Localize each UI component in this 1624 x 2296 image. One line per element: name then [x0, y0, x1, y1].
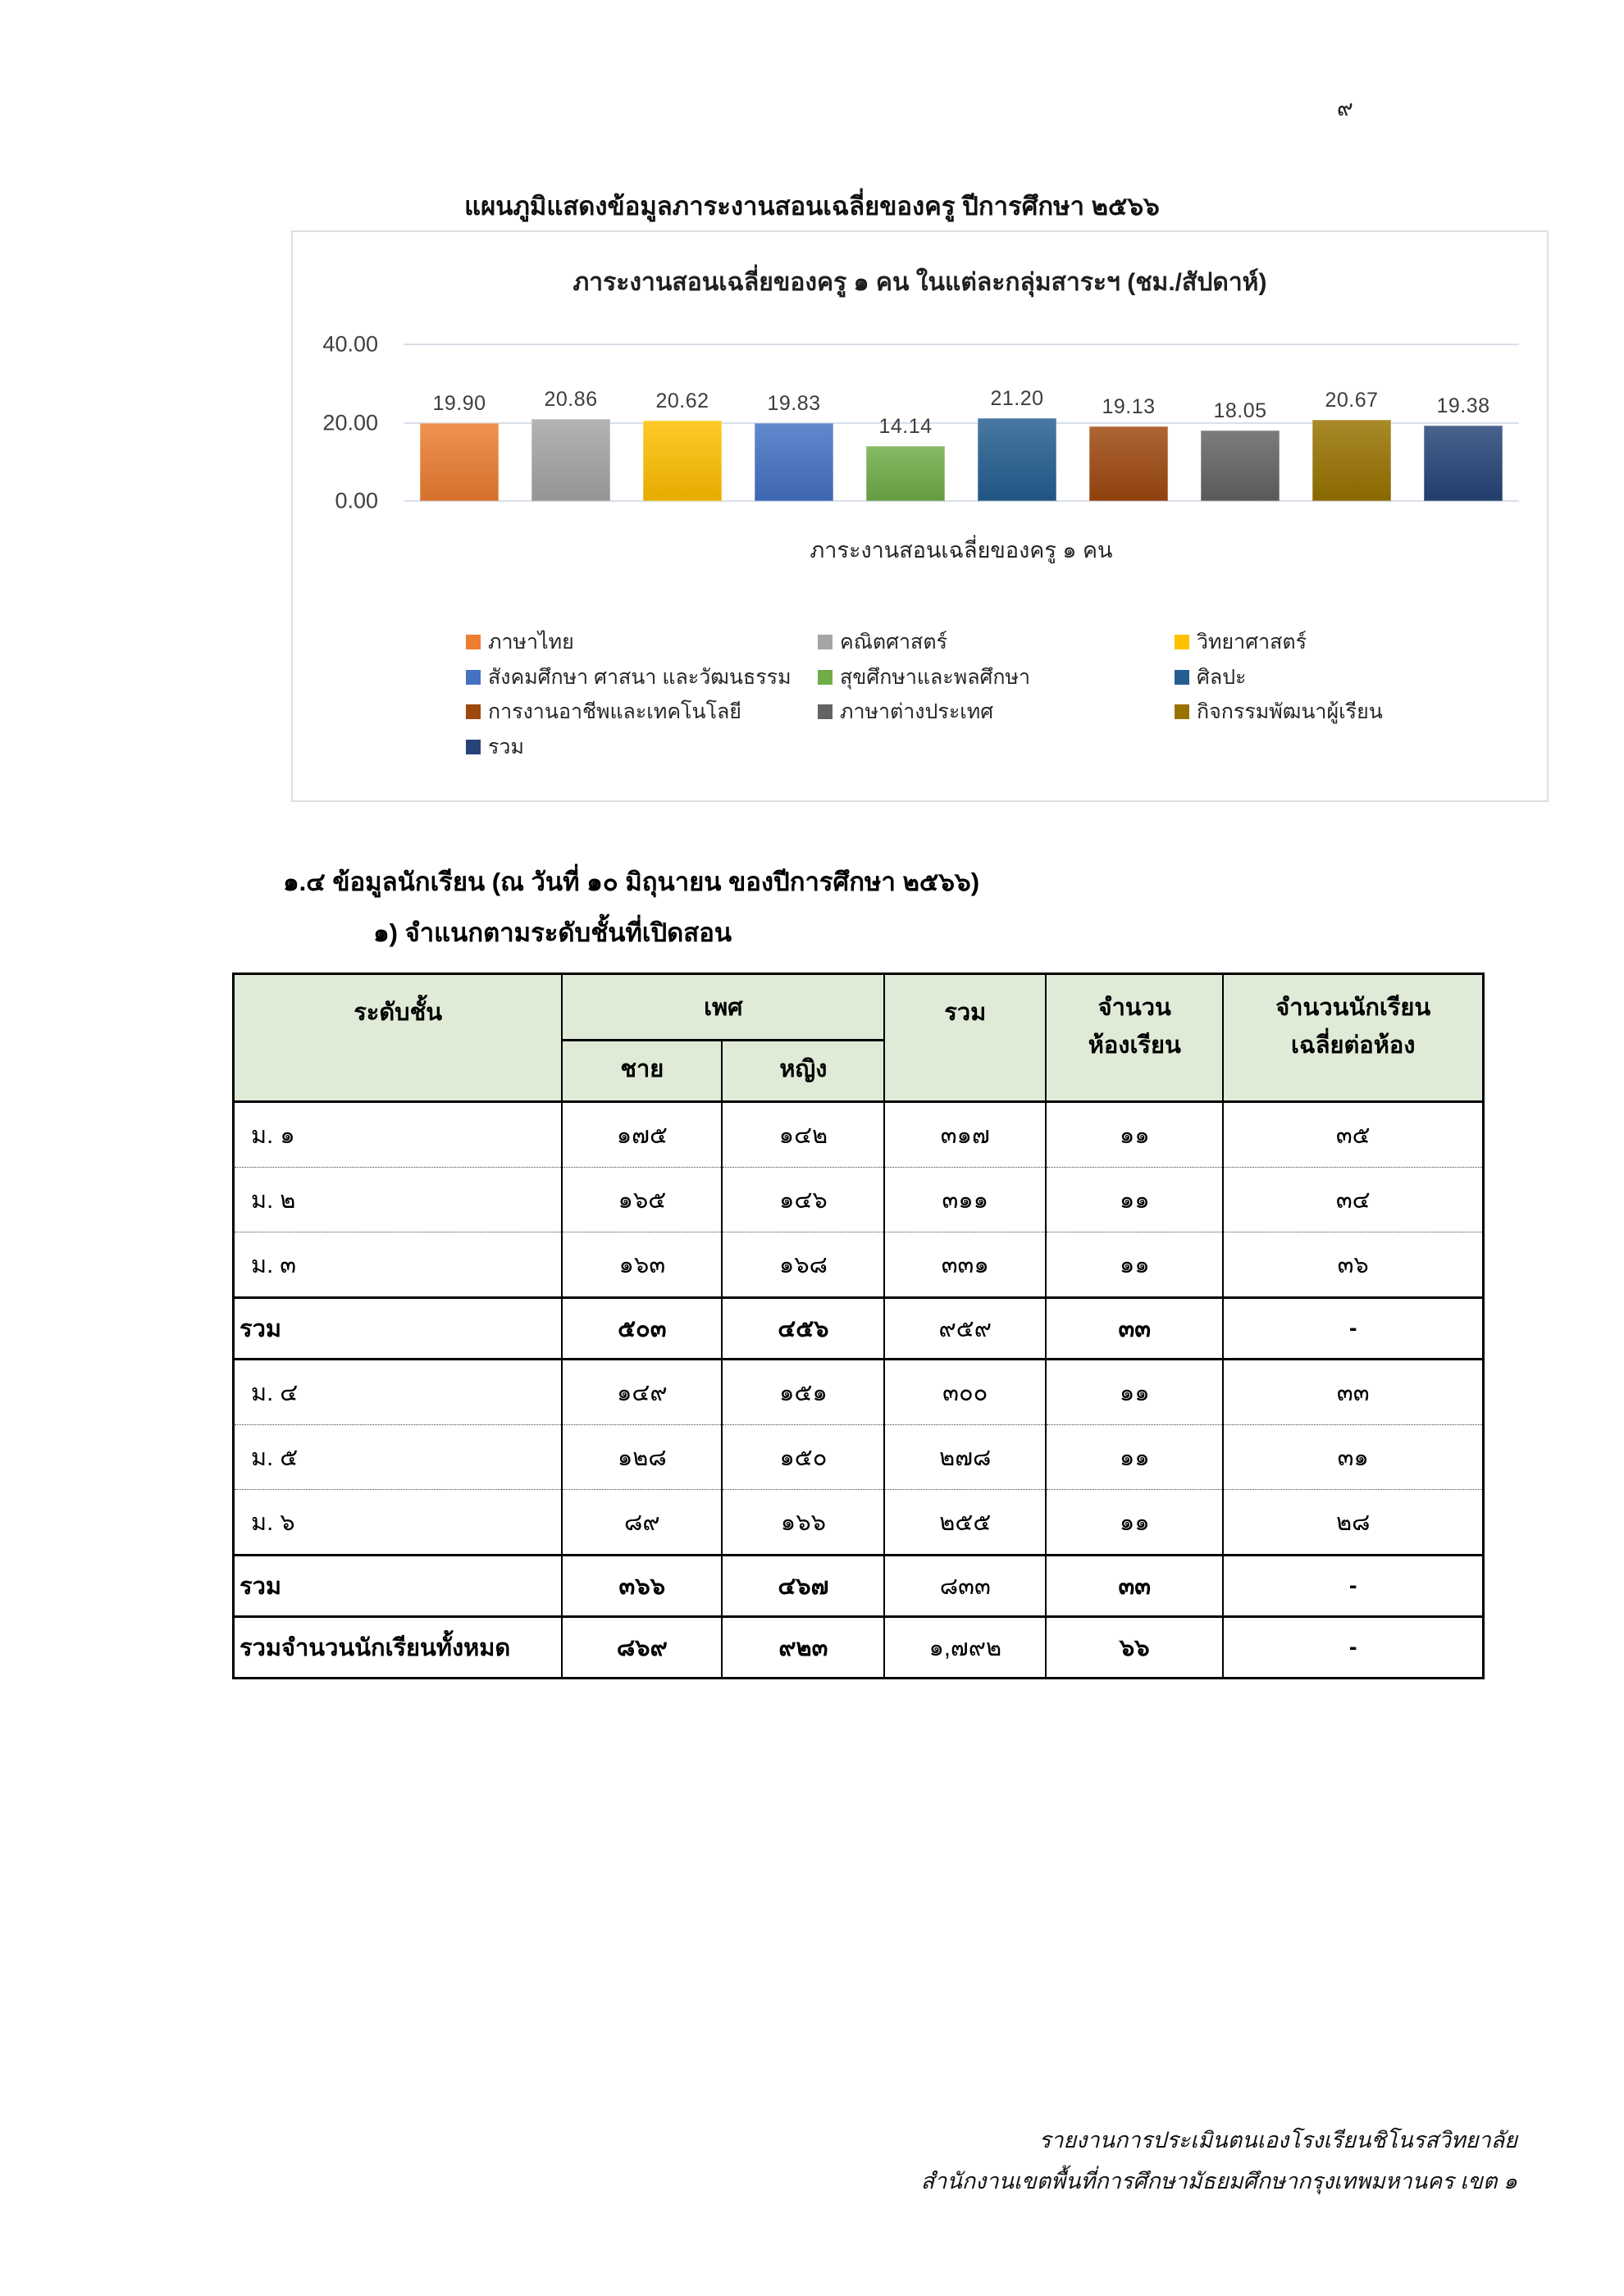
- table-cell: ๑๔๙: [562, 1360, 722, 1425]
- table-cell: ๓๑๗: [884, 1102, 1046, 1168]
- chart-bar-7: [1201, 430, 1280, 501]
- legend-item-9: [466, 736, 818, 760]
- header-gender: เพศ: [562, 974, 884, 1041]
- table-cell: ๒๕๕: [884, 1490, 1046, 1556]
- chart-bar-slot: [1296, 222, 1407, 501]
- chart-bar-4: [866, 446, 945, 502]
- table-cell: ๓๑: [1223, 1425, 1483, 1490]
- chart-bar-slot: [1184, 222, 1296, 501]
- chart-bars: [404, 344, 1519, 501]
- legend-label: สังคมศึกษา ศาสนา และวัฒนธรรม: [488, 665, 791, 689]
- table-cell: ๒๘: [1223, 1490, 1483, 1556]
- legend-item-1: [818, 631, 1175, 655]
- chart-plot-area: [404, 344, 1519, 501]
- table-cell: ๑๕๐: [722, 1425, 884, 1490]
- header-male: ชาย: [562, 1041, 722, 1102]
- legend-swatch-icon: [818, 635, 833, 649]
- table-cell: ๙๕๙: [884, 1298, 1046, 1360]
- table-cell: ๔๕๖: [722, 1298, 884, 1360]
- chart-title: ภาระงานสอนเฉลี่ยของครู ๑ คน ในแต่ละกลุ่มสาระฯ (ชม./สัปดาห์): [573, 269, 1267, 296]
- y-axis-tick-label: 0.00: [335, 488, 378, 513]
- legend-item-0: [466, 631, 818, 655]
- table-cell: ๓๖๖: [562, 1556, 722, 1617]
- chart-bar-value-label: 19.13: [1102, 394, 1156, 418]
- table-cell: ๓๑๑: [884, 1168, 1046, 1232]
- table-cell: ๑๑: [1046, 1360, 1223, 1425]
- legend-label: กิจกรรมพัฒนาผู้เรียน: [1197, 700, 1383, 723]
- legend-label: วิทยาศาสตร์: [1197, 631, 1307, 654]
- legend-swatch-icon: [466, 740, 481, 754]
- table-cell: ๑๖๕: [562, 1168, 722, 1232]
- students-table-body: [234, 1102, 1484, 1679]
- table-cell: ๔๖๗: [722, 1556, 884, 1617]
- legend-swatch-icon: [466, 670, 481, 685]
- table-row: [234, 1298, 1484, 1360]
- footer-line-2: สำนักงานเขตพื้นที่การศึกษามัธยมศึกษากรุงเทพมหานคร เขต ๑: [920, 2168, 1517, 2194]
- legend-swatch-icon: [1175, 704, 1189, 719]
- legend-label: รวม: [488, 735, 524, 758]
- table-row: [234, 1168, 1484, 1232]
- table-cell: ๘๖๙: [562, 1617, 722, 1679]
- table-row: [234, 1490, 1484, 1556]
- table-cell: ๖๖: [1046, 1617, 1223, 1679]
- legend-swatch-icon: [1175, 670, 1189, 685]
- table-row: [234, 1556, 1484, 1617]
- table-cell: ๑๖๖: [722, 1490, 884, 1556]
- chart-bar-slot: [738, 222, 850, 501]
- table-cell: ๘๓๓: [884, 1556, 1046, 1617]
- table-cell: ๑๖๘: [722, 1232, 884, 1298]
- legend-label: ศิลปะ: [1197, 665, 1247, 689]
- chart-bar-0: [420, 423, 499, 501]
- section-subheading: ๑) จำแนกตามระดับชั้นที่เปิดสอน: [373, 918, 732, 947]
- table-cell: ๑๑: [1046, 1425, 1223, 1490]
- table-cell: ๒๗๘: [884, 1425, 1046, 1490]
- legend-label: สุขศึกษาและพลศึกษา: [840, 665, 1031, 689]
- table-cell: -: [1223, 1298, 1483, 1360]
- table-cell: ๙๒๓: [722, 1617, 884, 1679]
- legend-item-4: [818, 666, 1175, 690]
- table-cell: ๓๓: [1046, 1298, 1223, 1360]
- row-label: ม. ๓: [234, 1232, 563, 1298]
- legend-item-3: [466, 666, 818, 690]
- legend-swatch-icon: [466, 704, 481, 719]
- chart-bar-5: [978, 418, 1056, 501]
- row-label: ม. ๖: [234, 1490, 563, 1556]
- header-rooms: จำนวน ห้องเรียน: [1046, 974, 1223, 1102]
- chart-bar-1: [531, 419, 610, 501]
- table-row: [234, 1617, 1484, 1679]
- row-label: รวม: [234, 1556, 563, 1617]
- table-cell: ๓๔: [1223, 1168, 1483, 1232]
- legend-label: ภาษาไทย: [488, 631, 574, 654]
- header-level: ระดับชั้น: [234, 974, 563, 1102]
- table-row: [234, 1102, 1484, 1168]
- table-cell: ๑๑: [1046, 1168, 1223, 1232]
- row-label: รวม: [234, 1298, 563, 1360]
- chart-bar-slot: [850, 222, 961, 501]
- chart-bar-3: [755, 423, 833, 501]
- table-cell: -: [1223, 1617, 1483, 1679]
- chart-bar-value-label: 14.14: [878, 414, 933, 438]
- legend-item-8: [1175, 700, 1486, 725]
- table-row: [234, 1360, 1484, 1425]
- table-cell: ๓๓: [1223, 1360, 1483, 1425]
- table-cell: ๑๖๓: [562, 1232, 722, 1298]
- students-table: [232, 973, 1485, 1679]
- table-cell: ๑๔๒: [722, 1102, 884, 1168]
- students-table-header: [234, 974, 1484, 1102]
- legend-item-6: [466, 700, 818, 725]
- table-cell: ๑๕๑: [722, 1360, 884, 1425]
- page-number: ๙: [1337, 96, 1353, 121]
- chart-bar-2: [643, 421, 722, 502]
- legend-swatch-icon: [818, 670, 833, 685]
- chart-bar-6: [1089, 426, 1168, 501]
- table-cell: ๑๑: [1046, 1232, 1223, 1298]
- table-row: [234, 1425, 1484, 1490]
- legend-item-7: [818, 700, 1175, 725]
- header-total: รวม: [884, 974, 1046, 1102]
- y-axis-tick-label: 40.00: [322, 331, 378, 357]
- table-cell: ๕๐๓: [562, 1298, 722, 1360]
- chart-bar-value-label: 19.90: [432, 392, 486, 415]
- legend-swatch-icon: [818, 704, 833, 719]
- legend-swatch-icon: [466, 635, 481, 649]
- table-cell: ๓๕: [1223, 1102, 1483, 1168]
- chart-bar-value-label: 19.83: [767, 392, 821, 416]
- chart-bar-slot: [515, 222, 627, 501]
- document-title: แผนภูมิแสดงข้อมูลภาระงานสอนเฉลี่ยของครู ปีการศึกษา ๒๕๖๖: [464, 192, 1160, 221]
- table-row: [234, 1232, 1484, 1298]
- chart-bar-value-label: 20.67: [1325, 389, 1379, 412]
- row-label: ม. ๑: [234, 1102, 563, 1168]
- table-cell: ๓๓: [1046, 1556, 1223, 1617]
- chart-bar-slot: [627, 222, 738, 501]
- chart-bar-value-label: 19.38: [1436, 394, 1490, 417]
- table-cell: -: [1223, 1556, 1483, 1617]
- chart-bar-8: [1312, 420, 1391, 501]
- legend-label: การงานอาชีพและเทคโนโลยี: [488, 700, 741, 723]
- chart-y-axis: [293, 331, 390, 513]
- legend-label: คณิตศาสตร์: [840, 631, 947, 654]
- legend-label: ภาษาต่างประเทศ: [840, 700, 994, 723]
- chart-bar-value-label: 20.86: [544, 388, 598, 412]
- chart-bar-slot: [961, 222, 1073, 501]
- table-cell: ๓๖: [1223, 1232, 1483, 1298]
- legend-item-5: [1175, 666, 1486, 690]
- chart-bar-slot: [1407, 222, 1519, 501]
- row-label: ม. ๔: [234, 1360, 563, 1425]
- row-label: ม. ๒: [234, 1168, 563, 1232]
- table-cell: ๑๑: [1046, 1490, 1223, 1556]
- legend-item-2: [1175, 631, 1486, 655]
- table-cell: ๑๔๖: [722, 1168, 884, 1232]
- header-female: หญิง: [722, 1041, 884, 1102]
- chart-bar-value-label: 20.62: [655, 389, 709, 412]
- table-cell: ๑๑: [1046, 1102, 1223, 1168]
- page-footer: [921, 2121, 1517, 2203]
- chart-bar-value-label: 18.05: [1213, 399, 1267, 422]
- chart-bar-slot: [1073, 222, 1184, 501]
- chart-x-axis-label: ภาระงานสอนเฉลี่ยของครู ๑ คน: [810, 538, 1113, 563]
- workload-chart: [291, 230, 1549, 802]
- chart-bar-slot: [404, 222, 515, 501]
- footer-line-1: รายงานการประเมินตนเองโรงเรียนชิโนรสวิทยาลัย: [1038, 2128, 1517, 2152]
- row-label: รวมจำนวนนักเรียนทั้งหมด: [234, 1617, 563, 1679]
- table-cell: ๓๐๐: [884, 1360, 1046, 1425]
- table-cell: ๑,๗๙๒: [884, 1617, 1046, 1679]
- table-cell: ๘๙: [562, 1490, 722, 1556]
- section-heading: ๑.๔ ข้อมูลนักเรียน (ณ วันที่ ๑๐ มิถุนายน ของปีการศึกษา ๒๕๖๖): [283, 868, 980, 896]
- y-axis-tick-label: 20.00: [322, 410, 378, 435]
- chart-legend: [466, 631, 1486, 759]
- chart-bar-9: [1424, 426, 1503, 502]
- table-cell: ๑๒๘: [562, 1425, 722, 1490]
- chart-bar-value-label: 21.20: [990, 386, 1044, 410]
- legend-swatch-icon: [1175, 635, 1189, 649]
- table-cell: ๑๗๕: [562, 1102, 722, 1168]
- header-avg-per-room: จำนวนนักเรียน เฉลี่ยต่อห้อง: [1223, 974, 1483, 1102]
- table-cell: ๓๓๑: [884, 1232, 1046, 1298]
- row-label: ม. ๕: [234, 1425, 563, 1490]
